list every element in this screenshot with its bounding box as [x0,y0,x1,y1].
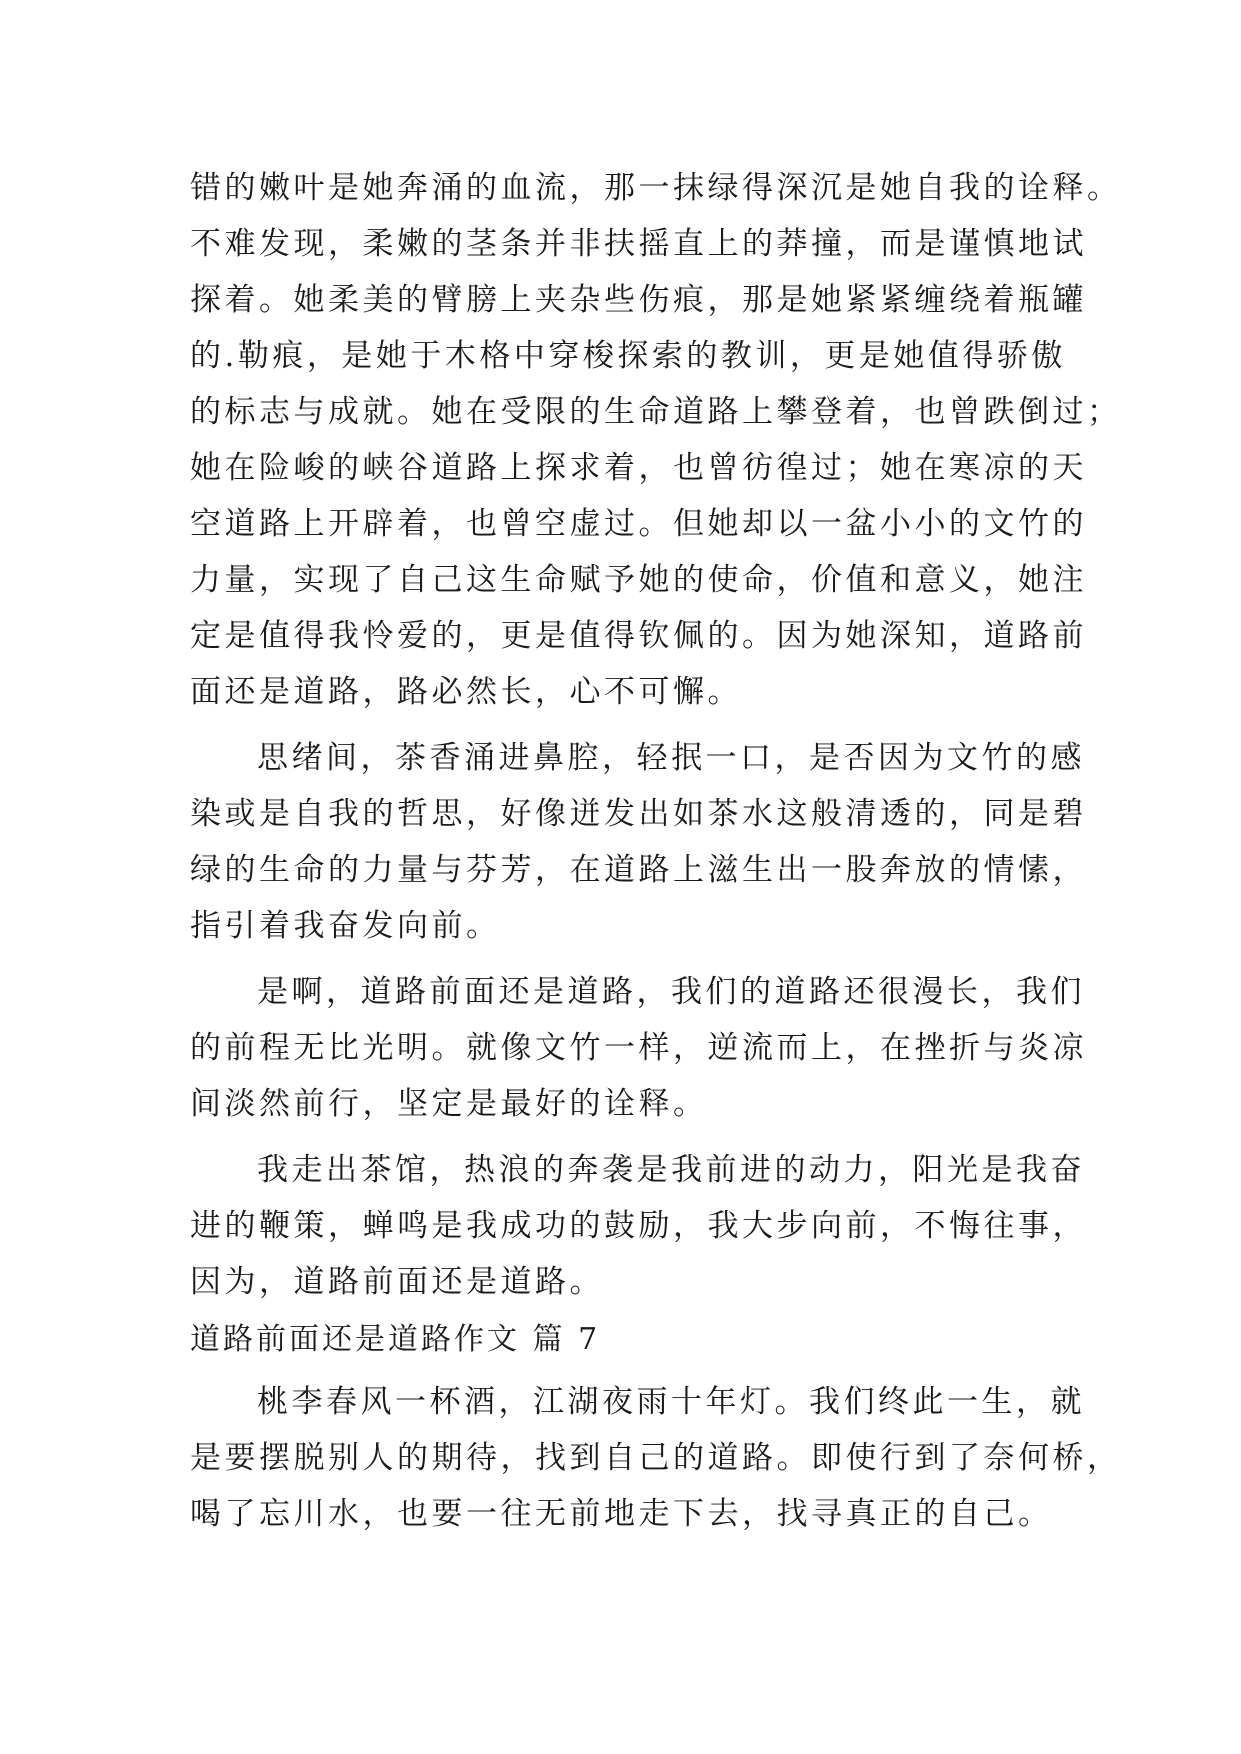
paragraph-first-line: 思绪间，茶香涌进鼻腔，轻抿一口，是否因为文竹的感 [257,740,1085,776]
text-line: 的.勒痕，是她于木格中穿梭探索的教训，更是她值得骄傲 [190,338,1066,374]
text-line: 指引着我奋发向前。 [190,908,501,944]
paragraph-first-line: 是啊，道路前面还是道路，我们的道路还很漫长，我们 [257,974,1085,1010]
text-line: 她在险峻的峡谷道路上探求着，也曾彷徨过；她在寒凉的天 [190,450,1087,486]
paragraph-first-line: 桃李春风一杯酒，江湖夜雨十年灯。我们终此一生，就 [257,1384,1085,1420]
text-line: 面还是道路，路必然长，心不可懈。 [190,674,742,710]
text-line: 不难发现，柔嫩的茎条并非扶摇直上的莽撞，而是谨慎地试 [190,226,1087,262]
paragraph-first-line: 我走出茶馆，热浪的奔袭是我前进的动力，阳光是我奋 [257,1152,1085,1188]
text-line: 喝了忘川水，也要一往无前地走下去，找寻真正的自己。 [190,1496,1053,1532]
text-line: 错的嫩叶是她奔涌的血流，那一抹绿得深沉是她自我的诠释。 [190,170,1122,206]
text-line: 绿的生命的力量与芬芳，在道路上滋生出一股奔放的情愫， [190,852,1087,888]
text-line: 因为，道路前面还是道路。 [190,1264,604,1300]
text-line: 空道路上开辟着，也曾空虚过。但她却以一盆小小的文竹的 [190,506,1087,542]
text-line: 间淡然前行，坚定是最好的诠释。 [190,1086,708,1122]
text-line: 的前程无比光明。就像文竹一样，逆流而上，在挫折与炎凉 [190,1030,1087,1066]
text-line: 是要摆脱别人的期待，找到自己的道路。即使行到了奈何桥， [190,1440,1122,1476]
text-line: 进的鞭策，蝉鸣是我成功的鼓励，我大步向前，不悔往事， [190,1208,1087,1244]
text-line: 力量，实现了自己这生命赋予她的使命，价值和意义，她注 [190,562,1087,598]
text-line: 的标志与成就。她在受限的生命道路上攀登着，也曾跌倒过； [190,394,1122,430]
text-line: 定是值得我怜爱的，更是值得钦佩的。因为她深知，道路前 [190,618,1087,654]
section-heading: 道路前面还是道路作文 篇 7 [190,1322,601,1357]
text-line: 染或是自我的哲思，好像迸发出如茶水这般清透的，同是碧 [190,796,1087,832]
text-line: 探着。她柔美的臂膀上夹杂些伤痕，那是她紧紧缠绕着瓶罐 [190,282,1087,318]
